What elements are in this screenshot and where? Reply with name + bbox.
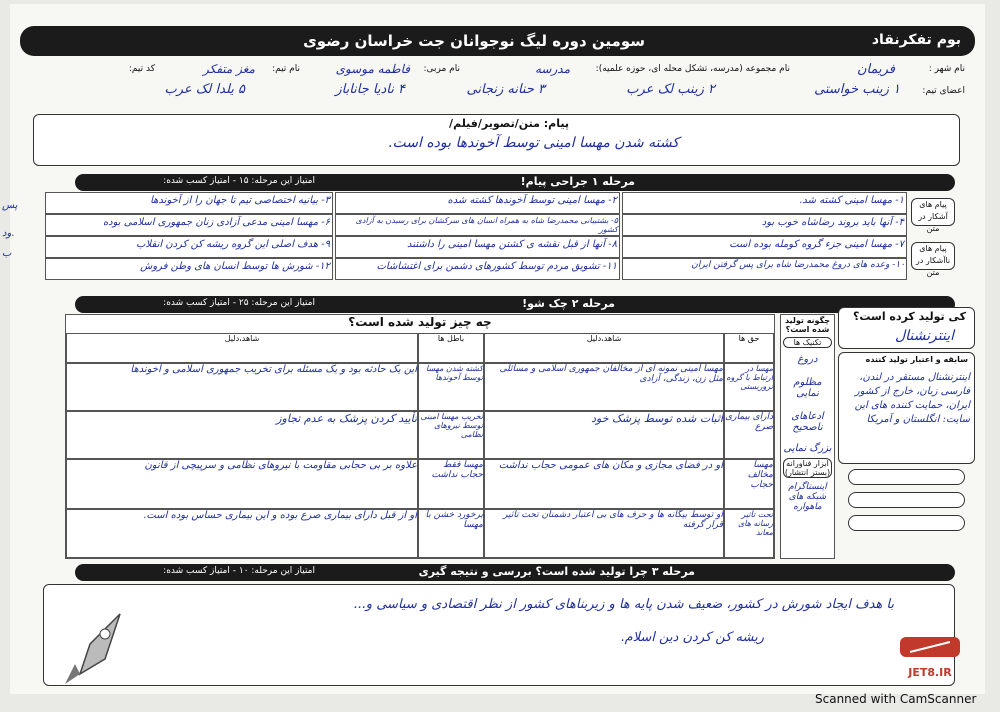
- message-box: [33, 114, 960, 166]
- member-2: ۲ زینب لک عرب: [626, 82, 715, 97]
- hidden-item-9: ۹- هدف اصلی این گروه ریشه کن کردن انقلاب: [45, 236, 333, 258]
- row2-evidence: اثبات شده توسط پزشک خود: [484, 411, 724, 459]
- background-label: سابقه و اعتبار تولید کننده: [865, 355, 968, 364]
- row3-haqq: مهسا مخالف حجاب: [724, 459, 774, 509]
- member-3: ۳ حنانه زنجانی: [466, 82, 545, 97]
- row4-batel: برخورد خشن با مهسا: [418, 509, 484, 558]
- row1-evidence: مهسا امینی نمونه ای از مخالفان جمهوری اسلامی و مسائلی مثل زن، زندگی، آزادی: [484, 363, 724, 411]
- worksheet: [10, 4, 985, 694]
- info-line-2: [25, 82, 965, 104]
- overt-item-2: ۲- مهسا امینی توسط آخوندها کشته شده: [335, 192, 620, 214]
- message-label: پیام: متن/تصویر/فیلم/: [449, 117, 569, 130]
- row4-evidence-2: او از قبل دارای بیماری صرع بوده و این بیماری حساس بوده است.: [66, 509, 418, 558]
- stage3-answer-1: با هدف ایجاد شورش در کشور، ضعیف شدن پایه ها و زیربناهای کشور از نظر اقتصادی و سیاسی و...: [353, 597, 894, 612]
- overt-item-3: ۳- بیانیه اختصاصی تیم تا جهان را از آخوندها: [45, 192, 333, 214]
- member-5: ۵ یلدا لک عرب: [164, 82, 245, 97]
- stage1-bar: [75, 174, 955, 191]
- header-batel-text: باطل ها: [437, 334, 465, 343]
- row1-evidence-2: این یک حادثه بود و یک مسئله برای تخریب جمهوری اسلامی و آخوندها: [66, 363, 418, 411]
- city-label: نام شهر :: [928, 64, 965, 74]
- watermark-logo: [895, 632, 965, 679]
- how-title: چگونه تولید شده است؟: [785, 316, 830, 334]
- row1-haqq: مهسا در ارتباط با گروه تروریستی: [724, 363, 774, 411]
- what-row-4: [66, 509, 774, 558]
- hidden-item-8: ۸- آنها از قبل نقشه ی کشتن مهسا امینی را داشتند: [335, 236, 620, 258]
- team-value: مغز متفکر: [202, 62, 255, 76]
- stage1-score: امتیاز این مرحله: ۱۵ - امتیاز کسب شده:: [163, 176, 315, 186]
- row1-batel: کشته شدن مهسا توسط آخوندها: [418, 363, 484, 411]
- team-code-label: کد تیم:: [128, 64, 155, 74]
- stage3-bar: [75, 564, 955, 581]
- stage1-title: مرحله ۱ جراحی پیام!: [520, 175, 635, 188]
- background-value: اینترنشنال مستقر در لندن، فارسی زبان، خارج از کشور ایران، حمایت کننده های این سایت: انگلستان و آمریکا: [854, 372, 970, 425]
- header-bar: [20, 26, 975, 56]
- hidden-item-12: ۱۲- شورش ها توسط انسان های وطن فروش: [45, 258, 333, 280]
- jet-logo-icon: [895, 632, 965, 662]
- coach-value: فاطمه موسوی: [335, 62, 410, 76]
- what-row-2: [66, 411, 774, 459]
- empty-field-3[interactable]: [848, 515, 965, 531]
- row2-batel: تخریب مهسا امینی توسط نیروهای نظامی: [418, 411, 484, 459]
- who-value: اینترنشنال: [894, 328, 954, 344]
- tools-label: ابزار فناورانه (بستر انتشار): [784, 459, 831, 477]
- row4-evidence: او توسط بیگانه ها و حرف های بی اعتبار دشمنان تحت تأثیر قرار گرفته: [484, 509, 724, 558]
- stage2-score: امتیاز این مرحله: ۲۵ - امتیاز کسب شده:: [163, 298, 315, 308]
- empty-field-2[interactable]: [848, 492, 965, 508]
- collection-label: نام مجموعه (مدرسه، تشکل محله ای، حوزه علمیه):: [595, 64, 790, 74]
- hidden-label-box: [911, 242, 955, 277]
- technique-3: ادعاهای ناصحیح: [791, 411, 824, 433]
- hidden-label: پیام های ناآشکار در متن: [915, 244, 951, 277]
- header-haqq: [724, 333, 774, 363]
- info-line-1: [25, 62, 965, 82]
- what-title: چه چیز تولید شده است؟: [66, 315, 774, 334]
- margin-note-2: ود.: [2, 228, 15, 239]
- members-label: اعضای تیم:: [922, 86, 965, 96]
- scanner-footer: Scanned with CamScanner: [815, 692, 977, 706]
- margin-note-1: پس: [2, 200, 18, 211]
- tool-2: شبکه های ماهواره: [788, 492, 827, 512]
- what-table: [65, 314, 775, 559]
- how-column: [780, 314, 835, 559]
- technique-4: بزرگ نمایی: [783, 443, 832, 454]
- page-title: سومین دوره لیگ نوجوانان جت خراسان رضوی: [303, 32, 645, 50]
- city-value: فریمان: [856, 62, 895, 77]
- what-header-row: [66, 333, 774, 363]
- tool-1: اینستاگرام: [788, 482, 827, 492]
- who-title: کی تولید کرده است؟: [852, 310, 966, 323]
- header-evidence-2: شاهد،دلیل: [66, 333, 418, 363]
- stage1-grid: [45, 192, 955, 282]
- header-batel: [418, 333, 484, 363]
- rocket-illustration: [50, 604, 140, 694]
- tech-label: تکنیک ها: [783, 337, 832, 348]
- hidden-item-7: ۷- مهسا امینی جزء گروه کومله بوده است: [622, 236, 907, 258]
- stage2-bar: [75, 296, 955, 313]
- stage3-score: امتیاز این مرحله: ۱۰ - امتیاز کسب شده:: [163, 566, 315, 576]
- overt-label: پیام های آشکار در متن: [918, 200, 948, 233]
- message-text: کشته شدن مهسا امینی توسط آخوندها بوده است.: [388, 135, 679, 151]
- brand-title: بوم تفکرنقاد: [871, 32, 961, 48]
- coach-label: نام مربی:: [423, 64, 460, 74]
- overt-item-1: ۱- مهسا امینی کشته شد.: [622, 192, 907, 214]
- row2-haqq: دارای بیماری صرع: [724, 411, 774, 459]
- overt-label-box: [911, 198, 955, 233]
- header-evidence-1: شاهد،دلیل: [484, 333, 724, 363]
- overt-item-5: ۵- بشتیبانی محمدرضا شاه به همراه انسان های سرکشان برای رسیدن به آزادی کشور: [335, 214, 620, 236]
- team-label: نام تیم:: [272, 64, 300, 74]
- technique-1: دروغ: [797, 354, 818, 365]
- header-haqq-text: حق ها: [738, 334, 760, 343]
- stage3-title: مرحله ۳ چرا تولید شده است؟ بررسی و نتیجه گیری: [418, 565, 695, 578]
- hidden-item-10: ۱۰- وعده های دروغ محمدرضا شاه برای پس گرفتن ایران: [622, 258, 907, 280]
- overt-item-4: ۴- آنها باید بروند رضاشاه خوب بود: [622, 214, 907, 236]
- margin-note-3: ب: [2, 248, 12, 259]
- member-4: ۴ نادیا جاناباز: [335, 82, 405, 97]
- overt-item-6: ۶- مهسا امینی مدعی آزادی زنان جمهوری اسلامی بوده: [45, 214, 333, 236]
- what-row-1: [66, 363, 774, 411]
- row3-evidence-2: علاوه بر بی حجابی مقاومت با نیروهای نظامی و سرپیچی از قانون: [66, 459, 418, 509]
- watermark-text: JET8.IR: [908, 666, 952, 679]
- technique-2: مظلوم نمایی: [793, 377, 822, 399]
- stage2-title: مرحله ۲ چک شو!: [522, 297, 615, 310]
- collection-value: مدرسه: [534, 62, 570, 76]
- stage3-answer-box: [43, 584, 955, 686]
- who-box: [838, 307, 975, 349]
- row4-haqq: تحت تأثیر رسانه های معاند: [724, 509, 774, 558]
- what-row-3: [66, 459, 774, 509]
- member-1: ۱ زینب خواستی: [814, 82, 900, 97]
- empty-field-1[interactable]: [848, 469, 965, 485]
- row3-batel: مهسا فقط حجاب نداشت: [418, 459, 484, 509]
- row2-evidence-2: تأیید کردن پزشک به عدم تجاوز: [66, 411, 418, 459]
- stage3-answer-2: ریشه کن کردن دین اسلام.: [620, 630, 764, 645]
- row3-evidence: او در فضای مجازی و مکان های عمومی حجاب نداشت: [484, 459, 724, 509]
- background-box: [838, 352, 975, 464]
- hidden-item-11: ۱۱- تشویق مردم توسط کشورهای دشمن برای اغتشاشات: [335, 258, 620, 280]
